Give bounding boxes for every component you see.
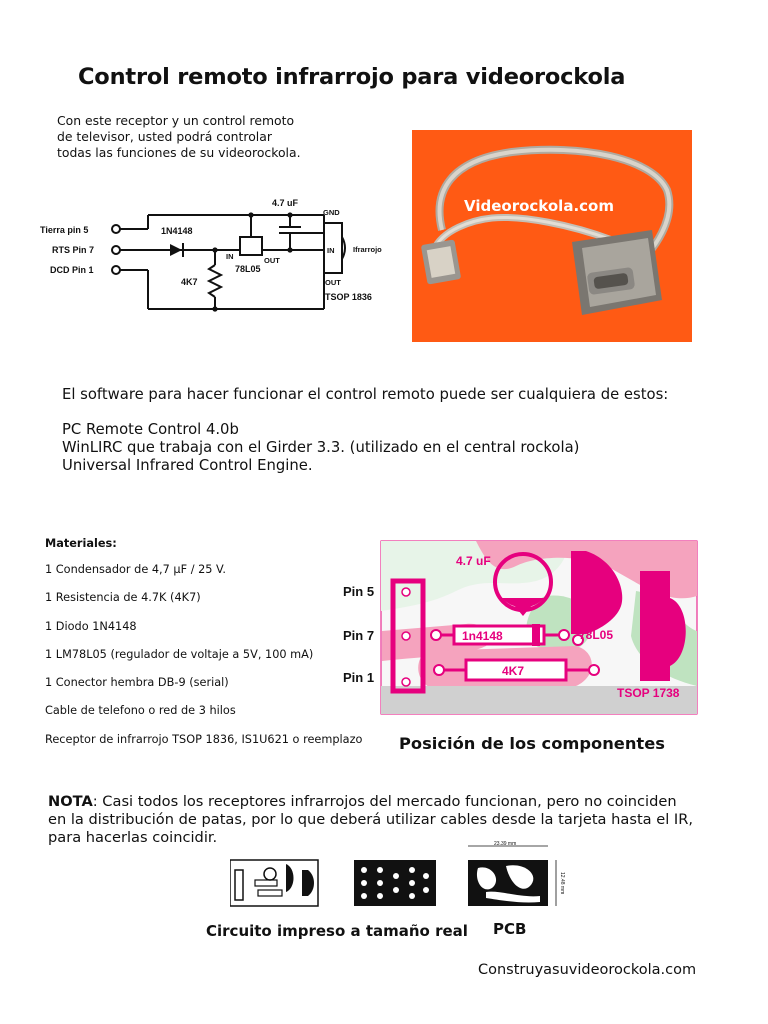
board-pin-label: Pin 5 [343,584,375,599]
gnd-label: GND [323,208,340,217]
intro-line: todas las funciones de su videorockola. [57,145,301,160]
intro-line: de televisor, usted podrá controlar [57,129,272,144]
intro-text [57,113,327,161]
material-item: 1 Conector hembra DB-9 (serial) [45,676,229,690]
material-item: Cable de telefono o red de 3 hilos [45,704,236,718]
sensor-label: TSOP 1836 [325,292,372,302]
material-item: Receptor de infrarrojo TSOP 1836, IS1U621 o reemplazo [45,732,363,746]
diode-label: 1N4148 [161,226,193,236]
note-section [48,793,693,847]
board-regulator-label: 78L05 [579,628,614,642]
board-capacitor-label: 4.7 uF [456,554,491,568]
pcb-print-traces [468,841,565,906]
pin-label: DCD Pin 1 [50,265,94,275]
material-item: 1 Resistencia de 4.7K (4K7) [45,591,201,605]
note-line: en la distribución de patas, por lo que deberá utilizar cables desde la tarjeta hasta el IR, [48,811,693,828]
photo-caption: Videorockola.com [464,197,614,215]
board-sensor-label: TSOP 1738 [617,686,680,700]
reg-in-label: IN [226,252,234,261]
component-layout-board [336,536,700,718]
software-section [62,386,668,475]
material-item: 1 Diodo 1N4148 [45,619,137,633]
note-label: NOTA [48,793,93,810]
software-intro: El software para hacer funcionar el control remoto puede ser cualquiera de estos: [62,386,669,403]
software-item: PC Remote Control 4.0b [62,421,239,438]
intro-line: Con este receptor y un control remoto [57,113,295,128]
page-title: Control remoto infrarrojo para videorockola [78,64,626,90]
material-item: 1 Condensador de 4,7 µF / 25 V. [45,563,226,576]
board-diode-label: 1n4148 [462,629,503,643]
cable-photo [412,130,692,342]
real-size-caption: Circuito impreso a tamaño real [206,922,468,940]
serial-cable-image [412,130,692,342]
materials-list [45,537,362,761]
ir-label: Ifrarrojo [353,245,382,254]
pcb-print-dots [354,860,436,906]
real-size-print [230,860,318,906]
materials-title: Materiales: [45,537,117,550]
footer-site: Construyasuvideorockola.com [478,962,697,978]
software-item: Universal Infrared Control Engine. [62,457,313,474]
sensor-in-label: IN [327,246,335,255]
pcb-caption: PCB [493,920,527,938]
reg-out-label: OUT [264,256,280,265]
pcb-height-label: 12.48 mm [559,872,565,895]
capacitor-label: 4.7 uF [272,198,299,208]
note-line: para hacerlas coincidir. [48,829,218,846]
material-item: 1 LM78L05 (regulador de voltaje a 5V, 100 mA) [45,647,314,661]
circuit-schematic [40,193,400,318]
pcb-miniatures [230,840,575,912]
resistor-label: 4K7 [181,277,198,287]
pin-label: Tierra pin 5 [40,225,89,235]
note-line: : Casi todos los receptores infrarrojos del mercado funcionan, pero no coinciden [92,793,677,810]
regulator-label: 78L05 [235,264,261,274]
board-pin-label: Pin 7 [343,628,375,643]
position-title: Posición de los componentes [399,734,665,753]
pcb-width-label: 23.39 mm [494,841,517,847]
pin-label: RTS Pin 7 [52,245,95,255]
sensor-out-label: OUT [325,278,341,287]
software-item: WinLIRC que trabaja con el Girder 3.3. (utilizado en el central rockola) [62,439,580,456]
board-pin-label: Pin 1 [343,670,375,685]
board-resistor-label: 4K7 [502,664,525,678]
